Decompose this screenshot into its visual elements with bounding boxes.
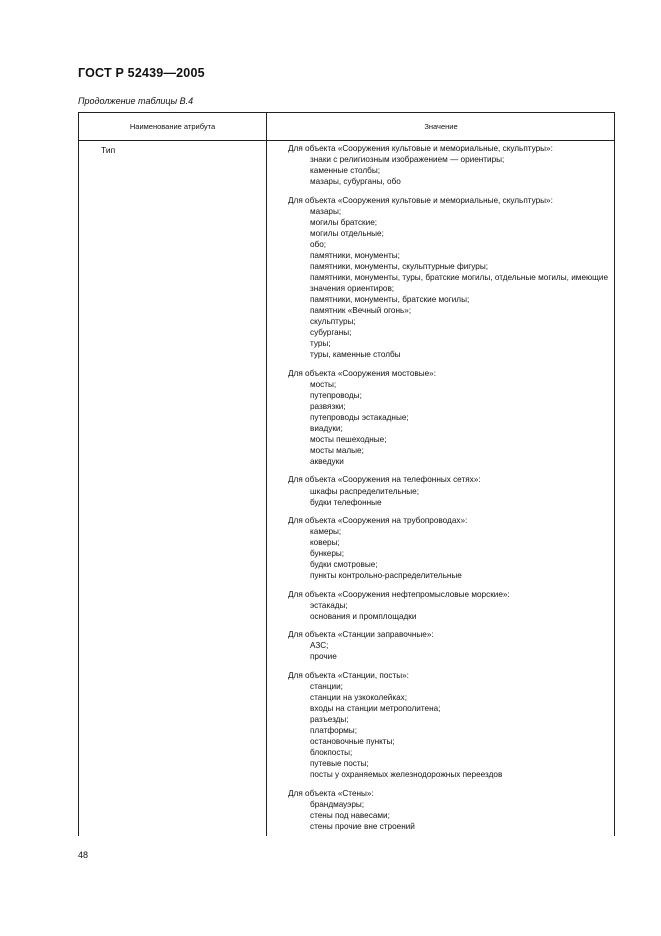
value-item: мосты малые; [310,446,364,455]
value-item: туры, каменные столбы [310,350,401,360]
value-item: памятники, монументы, туры, братские могилы, отдельные могилы, имеющие значения ориентиров; [310,272,608,293]
attribute-name-cell: Тип [101,145,116,155]
value-item: брандмауэры; [310,799,365,809]
value-group [288,629,608,662]
value-item: мазары; [310,206,342,216]
value-group [288,589,608,622]
value-group [288,143,608,187]
value-group-header: Для объекта «Сооружения на телефонных сетях»: [288,475,481,485]
value-item: каменные столбы; [310,166,381,176]
value-item: основания и промплощадки [310,611,417,621]
value-item: пункты контрольно-распределительные [310,571,462,581]
value-item: обо; [310,239,327,249]
value-item: бункеры; [310,549,345,559]
value-group [288,368,608,467]
value-item: могилы отдельные; [310,228,384,238]
value-item: виадуки; [310,423,343,433]
value-item: мосты; [310,379,337,389]
value-item: могилы братские; [310,217,378,227]
attribute-table [78,112,615,836]
value-item: коверы; [310,538,340,548]
value-item: туры; [310,339,331,349]
value-item: знаки с религиозным изображением — ориентиры; [310,155,505,165]
value-item: стены прочие вне строений [310,821,415,831]
value-item: разъезды; [310,714,349,724]
value-item: мазары, субурганы, обо [310,177,401,187]
value-group-header: Для объекта «Станции, посты»: [288,670,409,680]
value-item: субурганы; [310,328,352,338]
value-item: станции на узкоколейках; [310,692,407,702]
document-title: ГОСТ Р 52439—2005 [78,66,205,80]
value-group-header: Для объекта «Стены»: [288,788,374,798]
value-group-header: Для объекта «Сооружения на трубопроводах»: [288,516,468,526]
value-item: станции; [310,681,343,691]
value-item: камеры; [310,527,342,537]
value-item: памятники, монументы, скульптурные фигуры; [310,261,488,271]
value-group-header: Для объекта «Сооружения мостовые»: [288,368,436,378]
table-header-row [79,113,614,141]
value-item: блокпосты; [310,748,353,758]
value-item: путевые посты; [310,759,369,769]
value-item: памятник «Вечный огонь»; [310,306,412,316]
value-item: стены под навесами; [310,810,390,820]
column-header-attribute-name: Наименование атрибута [129,122,216,131]
value-item: мосты пешеходные; [310,434,387,444]
value-item: входы на станции метрополитена; [310,703,441,713]
value-item: акведуки [310,457,344,467]
page-number: 48 [78,850,89,860]
value-group [288,195,608,361]
value-group [288,788,608,832]
value-cell [288,143,608,839]
value-item: платформы; [310,725,357,735]
value-item: шкафы распределительные; [310,486,419,496]
value-item: АЗС; [310,641,329,651]
value-item: прочие [310,652,337,662]
value-item: скульптуры; [310,317,356,327]
value-item: посты у охраняемых железнодорожных переездов [310,770,503,780]
value-group [288,670,608,780]
value-group-header: Для объекта «Сооружения культовые и мемориальные, скульптуры»: [288,144,553,153]
table-caption: Продолжение таблицы В.4 [78,96,194,106]
column-header-value: Значение [424,122,458,131]
value-item: будки смотровые; [310,560,378,570]
value-group-header: Для объекта «Станции заправочные»: [288,630,434,640]
value-item: развязки; [310,401,346,411]
value-item: памятники, монументы, братские могилы; [310,295,470,304]
value-group-header: Для объекта «Сооружения нефтепромысловые морские»: [288,589,510,599]
value-group [288,515,608,581]
value-item: путепроводы эстакадные; [310,412,409,422]
value-group [288,474,608,507]
value-item: будки телефонные [310,497,382,507]
value-group-header: Для объекта «Сооружения культовые и мемориальные, скульптуры»: [288,195,553,205]
value-item: остановочные пункты; [310,737,395,747]
value-item: эстакады; [310,600,348,610]
value-item: путепроводы; [310,390,362,400]
column-divider [266,113,267,836]
value-item: памятники, монументы; [310,250,400,260]
